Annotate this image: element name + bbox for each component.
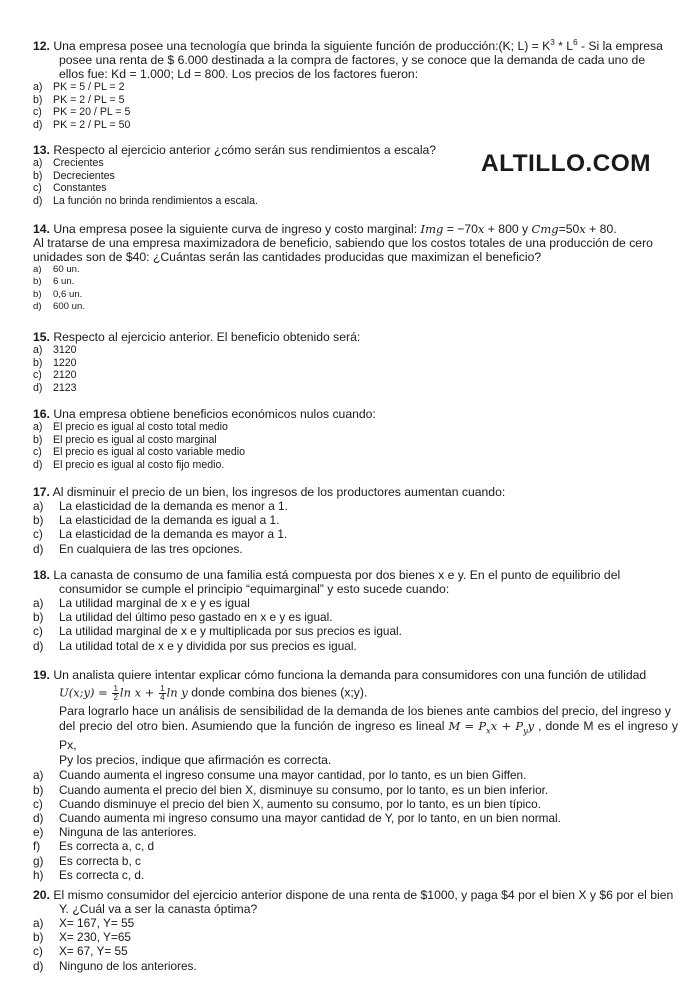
question-16-text: 16. Una empresa obtiene beneficios económicos nulos cuando: — [33, 407, 376, 421]
option: b) 6 un. — [33, 276, 75, 288]
question-14: 14. Una empresa posee la siguiente curva de ingreso y costo marginal: Img = −70x + 800 y Cmg=50x + 80. Al tratarse de una empresa maximizadora de beneficio, sabiendo que los costos totales de una producción de cero unidades son de $40: ¿Cuántas serán las cantidades producidas que maximizan el beneficio? a) 60 un. b) 6 un. b) 0,6 un. d) 600 un. — [33, 222, 678, 314]
question-13 — [33, 143, 678, 207]
option: a) Cuando aumenta el ingreso consume una mayor cantidad, por lo tanto, es un bien Giffen. — [33, 768, 527, 783]
option: c) PK = 20 / PL = 5 — [33, 106, 131, 119]
watermark-logo: ALTILLO.COM — [481, 150, 651, 177]
fraction: $\frac{1}{4}$ — [160, 684, 165, 702]
option: c) La utilidad marginal de x e y multiplicada por sus precios es igual. — [33, 624, 402, 639]
option: d) Cuando aumenta mi ingreso consumo una mayor cantidad de Y, por lo tanto, en un bien normal. — [33, 811, 561, 826]
option: b) El precio es igual al costo marginal — [33, 433, 217, 446]
option: a) PK = 5 / PL = 2 — [33, 81, 125, 94]
option: c) Cuando disminuye el precio del bien X, aumento su consumo, por lo tanto, es un bien típico. — [33, 796, 541, 811]
option: a) El precio es igual al costo total medio — [33, 421, 228, 433]
option: b) La elasticidad de la demanda es igual a 1. — [33, 513, 280, 528]
option: d) El precio es igual al costo fijo medio. — [33, 458, 225, 471]
question-12-text: 12. Una empresa posee una tecnología que brinda la siguiente función de producción:(K; $L) = K^3 * L^6 - Si$ la empresa posee una renta de $ 6.000 destinada a la compra de factores, y se conoce que la demanda de cada uno de ellos fue: Kd = 1.000; Ld = 800. Los precios de los factores fueron: — [33, 38, 663, 82]
option: d) En cualquiera de las tres opciones. — [33, 541, 243, 556]
option: b) La utilidad del último peso gastado en x e y es igual. — [33, 610, 333, 625]
question-18-text: 18. La canasta de consumo de una familia está compuesta por dos bienes x e y. En el punto de equilibrio del consumidor se cumple el principio “equimarginal” y esto sucede cuando: — [33, 568, 621, 596]
fraction: $\frac{1}{2}$ — [113, 684, 118, 702]
question-14-text: 14. Una empresa posee la siguiente curva de ingreso y costo marginal: Img = −70x + 800 y Cmg=50x + 80. — [33, 222, 617, 236]
option: a) 3120 — [33, 344, 77, 356]
option: f) Es correcta a, c, d — [33, 839, 155, 854]
question-15 — [33, 330, 678, 394]
option: a) La elasticidad de la demanda es menor a 1. — [33, 499, 288, 513]
question-17-text: 17. Al disminuir el precio de un bien, los ingresos de los productores aumentan cuando: — [33, 485, 506, 499]
question-18 — [33, 568, 678, 653]
option: d) 600 un. — [33, 301, 86, 313]
option: b) Decrecientes — [33, 169, 115, 182]
option: d) 2123 — [33, 381, 77, 394]
option: c) El precio es igual al costo variable medio — [33, 446, 245, 459]
option: d) La utilidad total de x e y dividida por sus precios es igual. — [33, 638, 357, 653]
option: b) PK = 2 / PL = 5 — [33, 93, 125, 106]
question-19: 19. Un analista quiere intentar explicar cómo funciona la demanda para consumidores con una función de utilidad U(x;y) = $\frac{1}{2}$ ln x + $\frac{1}{4}$ ln y donde combina dos bienes (x;y). Para lograrlo hace un análisis de sensibilidad de la demanda de los bienes ante cambios del precio, del ingreso y del precio del otro bien. Asumiendo que la función de ingreso es lineal $M = P_xx + P_yy$ , donde M es el ingreso y Px, Py los precios, indique que afirmación es correcta. a) Cuando aumenta el ingreso consume una mayor cantidad, por lo tanto, es un bien Giffen. b) Cuando aumenta el precio del bien X, disminuye su consumo, por lo tanto, es un bien inferior. c) Cuando disminuye el precio del bien X, aumento su consumo, por lo tanto, es un bien típico. d) Cuando aumenta mi ingreso consumo una mayor cantidad de Y, por lo tanto, en un bien normal. e) Ninguna de las anteriores. f) Es correcta a, c, d g) Es correcta b, c h) Es correcta c, d. — [33, 668, 678, 882]
option: b) 1220 — [33, 356, 77, 369]
question-15-text: 15. Respecto al ejercicio anterior. El beneficio obtenido será: — [33, 330, 361, 344]
option: a) 60 un. — [33, 264, 80, 275]
option: a) Crecientes — [33, 157, 104, 169]
option: c) Constantes — [33, 182, 107, 195]
question-17 — [33, 485, 678, 556]
option: c) X= 67, Y= 55 — [33, 944, 128, 959]
question-20 — [33, 888, 678, 973]
question-20-text: 20. El mismo consumidor del ejercicio anterior dispone de una renta de $1000, y paga $4 por el bien X y $6 por el bien Y. ¿Cuál va a ser la canasta óptima? — [33, 888, 674, 916]
question-16 — [33, 407, 678, 471]
question-13-text: 13. Respecto al ejercicio anterior ¿cómo serán sus rendimientos a escala? — [33, 143, 437, 157]
option: e) Ninguna de las anteriores. — [33, 825, 197, 840]
option: a) La utilidad marginal de x e y es igual — [33, 596, 250, 610]
option: d) Ninguno de los anteriores. — [33, 958, 197, 973]
utility-function: U(x;y) = $\frac{1}{2}$ ln x + $\frac{1}{4}$ ln y donde combina dos bienes (x;y). — [59, 684, 368, 702]
question-19-text: 19. Un analista quiere intentar explicar cómo funciona la demanda para consumidores con una función de utilidad — [33, 668, 647, 682]
option: c) La elasticidad de la demanda es mayor a 1. — [33, 527, 288, 542]
income-function: del precio del otro bien. Asumiendo que la función de ingreso es lineal $M = P_xx + P_yy$ , donde M es el ingreso y Px, — [59, 719, 678, 753]
option: h) Es correcta c, d. — [33, 867, 145, 882]
option: g) Es correcta b, c — [33, 853, 141, 868]
option: b) Cuando aumenta el precio del bien X, disminuye su consumo, por lo tanto, es un bien inferior. — [33, 782, 549, 797]
option: b) 0,6 un. — [33, 288, 83, 300]
question-12 — [33, 36, 678, 131]
option: d) PK = 2 / PL = 50 — [33, 118, 131, 131]
option: c) 2120 — [33, 369, 77, 382]
option: b) X= 230, Y=65 — [33, 930, 131, 945]
option: d) La función no brinda rendimientos a escala. — [33, 194, 258, 207]
option: a) X= 167, Y= 55 — [33, 916, 135, 930]
